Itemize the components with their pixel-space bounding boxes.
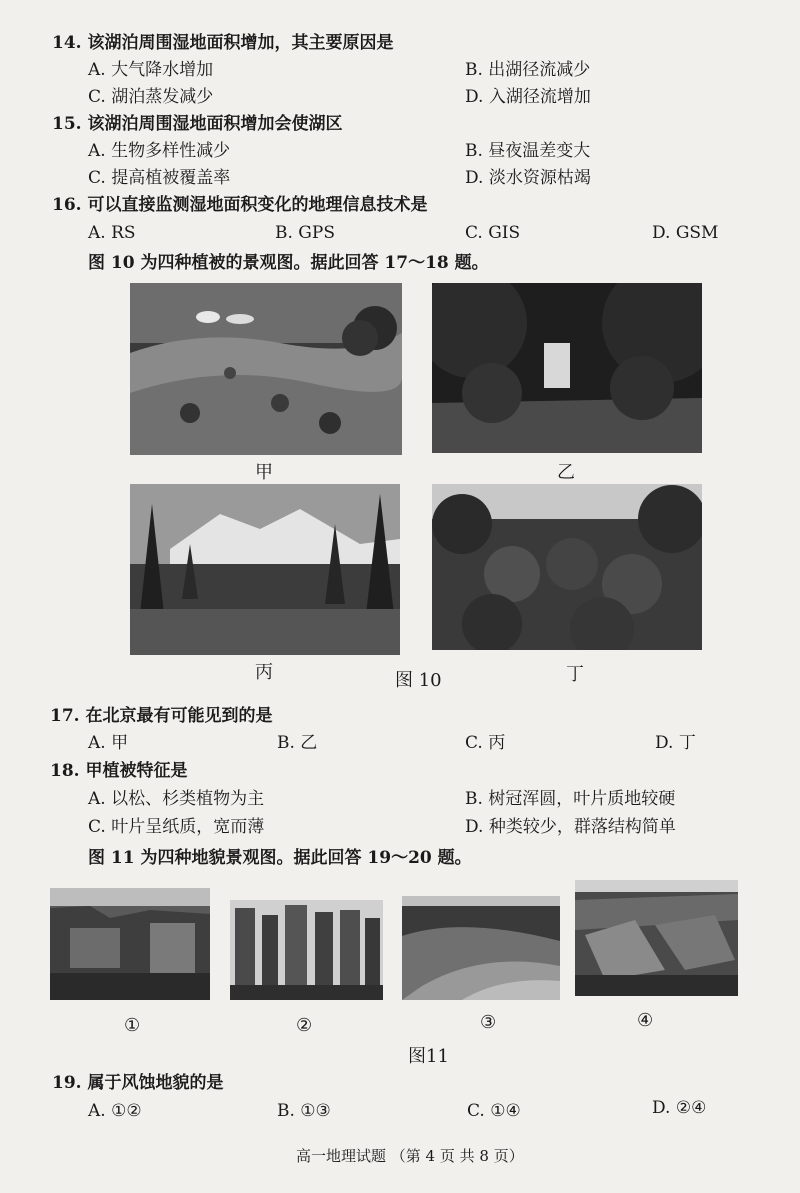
q19-option-b: B. ①③ (277, 1101, 331, 1121)
q16-option-c: C. GIS (465, 223, 521, 243)
photo-landform-1 (50, 888, 210, 1000)
fig11-label-1: ① (124, 1015, 141, 1036)
q14-option-c: C. 湖泊蒸发减少 (88, 87, 214, 107)
photo-landform-2 (230, 900, 383, 1000)
q14-option-b: B. 出湖径流减少 (465, 60, 591, 80)
photo-bing-taiga (130, 484, 400, 655)
q15-option-d: D. 淡水资源枯竭 (465, 168, 591, 188)
q15-stem: 15. 该湖泊周围湿地面积增加会使湖区 (52, 114, 343, 134)
q14-option-d: D. 入湖径流增加 (465, 87, 591, 107)
fig11-title: 图11 (408, 1046, 449, 1067)
fig10-label-jia: 甲 (255, 462, 273, 483)
q19-stem: 19. 属于风蚀地貌的是 (52, 1073, 224, 1093)
photo-jia-steppe (130, 283, 402, 455)
fig10-label-ding: 丁 (566, 664, 584, 685)
photo-ding-rainforest (432, 484, 702, 650)
q17-stem: 17. 在北京最有可能见到的是 (50, 706, 273, 726)
photo-yi-forest (432, 283, 702, 453)
fig11-label-4: ④ (637, 1010, 654, 1031)
fig10-label-yi: 乙 (557, 462, 575, 483)
q16-option-a: A. RS (88, 223, 136, 243)
q18-option-c: C. 叶片呈纸质，宽而薄 (88, 817, 265, 837)
fig11-intro: 图 11 为四种地貌景观图。据此回答 19～20 题。 (88, 848, 472, 868)
q15-option-a: A. 生物多样性减少 (88, 141, 231, 161)
photo-landform-4 (575, 880, 738, 996)
q17-option-a: A. 甲 (88, 733, 129, 753)
q17-option-c: C. 丙 (465, 733, 506, 753)
q19-option-d: D. ②④ (652, 1098, 707, 1118)
fig10-label-bing: 丙 (255, 662, 273, 683)
q16-option-b: B. GPS (275, 223, 335, 243)
q14-stem: 14. 该湖泊周围湿地面积增加，其主要原因是 (52, 33, 394, 53)
q18-option-d: D. 种类较少，群落结构简单 (465, 817, 676, 837)
q14-option-a: A. 大气降水增加 (88, 60, 214, 80)
q16-option-d: D. GSM (652, 223, 719, 243)
q16-stem: 16. 可以直接监测湿地面积变化的地理信息技术是 (52, 195, 428, 215)
q15-option-b: B. 昼夜温差变大 (465, 141, 591, 161)
q17-option-b: B. 乙 (277, 733, 318, 753)
q15-option-c: C. 提高植被覆盖率 (88, 168, 231, 188)
q17-option-d: D. 丁 (655, 733, 696, 753)
fig11-label-2: ② (296, 1015, 313, 1036)
q18-option-a: A. 以松、杉类植物为主 (88, 789, 265, 809)
q19-option-a: A. ①② (88, 1101, 142, 1121)
q18-option-b: B. 树冠浑圆，叶片质地较硬 (465, 789, 676, 809)
q18-stem: 18. 甲植被特征是 (50, 761, 188, 781)
q19-option-c: C. ①④ (467, 1101, 521, 1121)
fig10-title: 图 10 (395, 670, 442, 691)
page-footer: 高一地理试题 （第 4 页 共 8 页） (296, 1147, 524, 1165)
photo-landform-3 (402, 896, 560, 1000)
fig10-intro: 图 10 为四种植被的景观图。据此回答 17～18 题。 (88, 253, 489, 273)
fig11-label-3: ③ (480, 1012, 497, 1033)
